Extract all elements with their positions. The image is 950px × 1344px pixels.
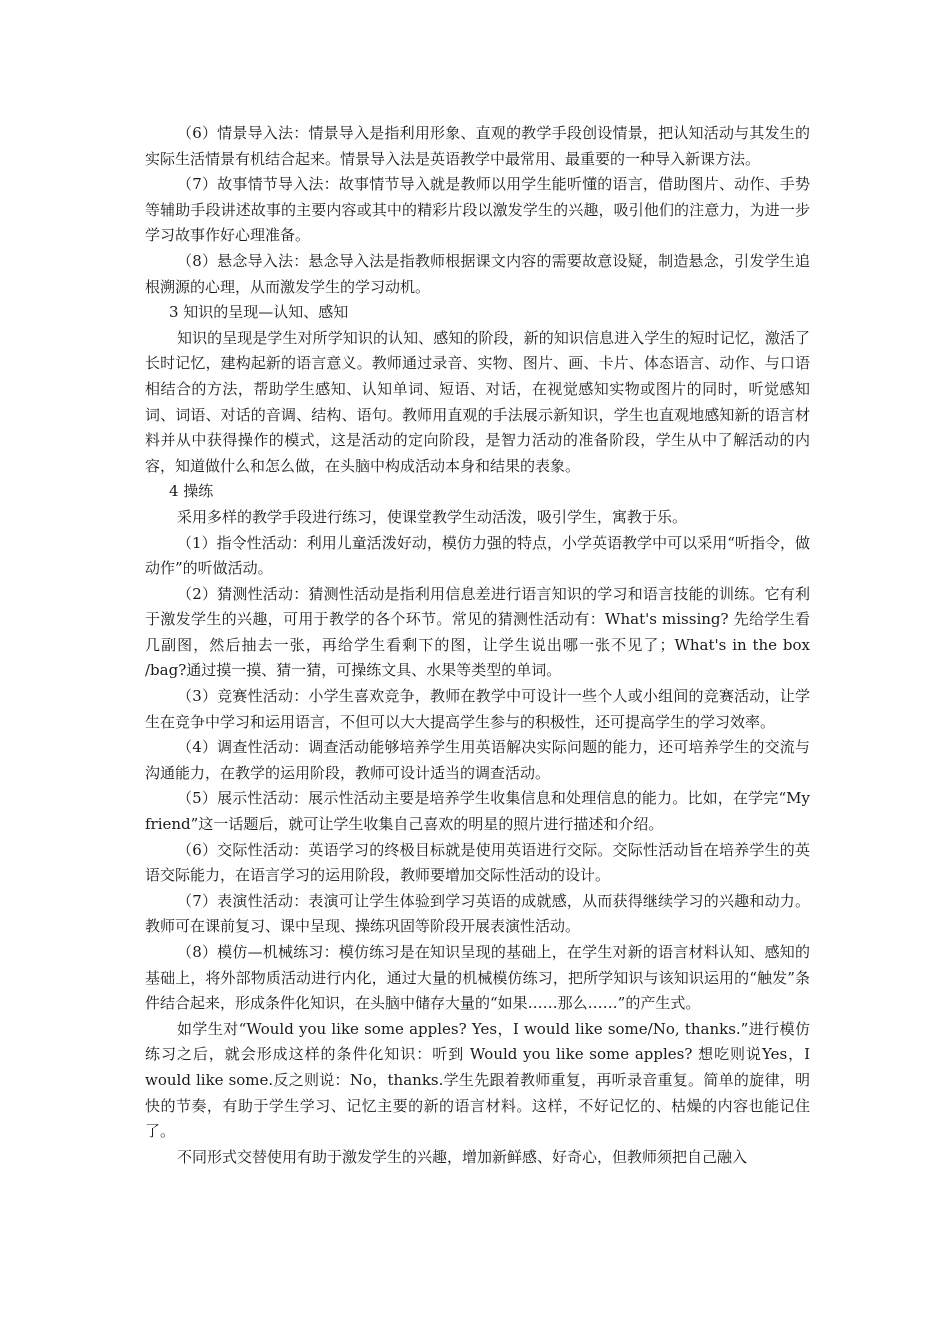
paragraph-guessing-activity: （2）猜测性活动：猜测性活动是指利用信息差进行语言知识的学习和语言技能的训练。它有利于激发学生的兴趣，可用于教学的各个环节。常见的猜测性活动有：What's missing? 先给学生看几副图，然后抽去一张，再给学生看剩下的图，让学生说出哪一张不见了；What's in the box /bag?通过摸一摸、猜一猜，可操练文具、水果等类型的单词。 bbox=[145, 584, 810, 680]
paragraph-suspense-intro: （8）悬念导入法：悬念导入法是指教师根据课文内容的需要故意设疑，制造悬念，引发学生追根溯源的心理，从而激发学生的学习动机。 bbox=[145, 251, 810, 296]
paragraph-competition-activity: （3）竞赛性活动：小学生喜欢竞争，教师在教学中可设计一些个人或小组间的竞赛活动，让学生在竞争中学习和运用语言，不但可以大大提高学生参与的积极性，还可提高学生的学习效率。 bbox=[145, 687, 810, 731]
paragraph-closing: 不同形式交替使用有助于激发学生的兴趣，增加新鲜感、好奇心，但教师须把自己融入 bbox=[177, 1147, 748, 1166]
section-heading-presentation: 3 知识的呈现—认知、感知 bbox=[169, 303, 349, 322]
paragraph-communicative-activity: （6）交际性活动：英语学习的终极目标就是使用英语进行交际。交际性活动旨在培养学生的英语交际能力，在语言学习的运用阶段，教师要增加交际性活动的设计。 bbox=[145, 840, 810, 885]
paragraph-presentation: 知识的呈现是学生对所学知识的认知、感知的阶段，新的知识信息进入学生的短时记忆，激活了长时记忆，建构起新的语言意义。教师通过录音、实物、图片、画、卡片、体态语言、动作、与口语相结合的方法，帮助学生感知、认知单词、短语、对话，在视觉感知实物或图片的同时，听觉感知词、词语、对话的音调、结构、语句。教师用直观的手法展示新知识，学生也直观地感知新的语言材料并从中获得操作的模式，这是活动的定向阶段，是智力活动的准备阶段，学生从中了解活动的内容，知道做什么和怎么做，在头脑中构成活动本身和结果的表象。 bbox=[145, 328, 810, 475]
paragraph-performance-activity: （7）表演性活动：表演可让学生体验到学习英语的成就感，从而获得继续学习的兴趣和动力。教师可在课前复习、课中呈现、操练巩固等阶段开展表演性活动。 bbox=[145, 891, 810, 936]
paragraph-imitation-drill: （8）模仿—机械练习：模仿练习是在知识呈现的基础上，在学生对新的语言材料认知、感知的基础上，将外部物质活动进行内化，通过大量的机械模仿练习，把所学知识与该知识运用的“触发”条件结合起来，形成条件化知识，在头脑中储存大量的“如果……那么……”的产生式。 bbox=[145, 943, 810, 1013]
paragraph-instruction-activity: （1）指令性活动：利用儿童活泼好动，模仿力强的特点，小学英语教学中可以采用“听指令，做动作”的听做活动。 bbox=[145, 533, 810, 578]
paragraph-story-intro: （7）故事情节导入法：故事情节导入就是教师以用学生能听懂的语言，借助图片、动作、手势等辅助手段讲述故事的主要内容或其中的精彩片段以激发学生的兴趣，吸引他们的注意力，为进一步学习故事作好心理准备。 bbox=[145, 175, 810, 245]
document-body bbox=[145, 121, 810, 1170]
paragraph-survey-activity: （4）调查性活动：调查活动能够培养学生用英语解决实际问题的能力，还可培养学生的交流与沟通能力，在教学的运用阶段，教师可设计适当的调查活动。 bbox=[145, 738, 810, 782]
paragraph-scenario-intro: （6）情景导入法：情景导入是指利用形象、直观的教学手段创设情景，把认知活动与其发生的实际生活情景有机结合起来。情景导入法是英语教学中最常用、最重要的一种导入新课方法。 bbox=[145, 124, 810, 168]
paragraph-drill-example: 如学生对“Would you like some apples? Yes，I would like some/No, thanks.”进行模仿练习之后，就会形成这样的条件化知识：听到 Would you like some apples? 想吃则说Yes，I would like some.反之则说：No，thanks.学生先跟着教师重复，再听录音重复。简单的旋律，明快的节奏，有助于学生学习、记忆主要的新的语言材料。这样，不好记忆的、枯燥的内容也能记住了。 bbox=[145, 1019, 810, 1141]
paragraph-display-activity: （5）展示性活动：展示性活动主要是培养学生收集信息和处理信息的能力。比如，在学完“My friend”这一话题后，就可让学生收集自己喜欢的明星的照片进行描述和介绍。 bbox=[145, 789, 810, 834]
section-heading-practice: 4 操练 bbox=[169, 482, 214, 501]
paragraph-practice-intro: 采用多样的教学手段进行练习，使课堂教学生动活泼，吸引学生，寓教于乐。 bbox=[177, 507, 688, 526]
